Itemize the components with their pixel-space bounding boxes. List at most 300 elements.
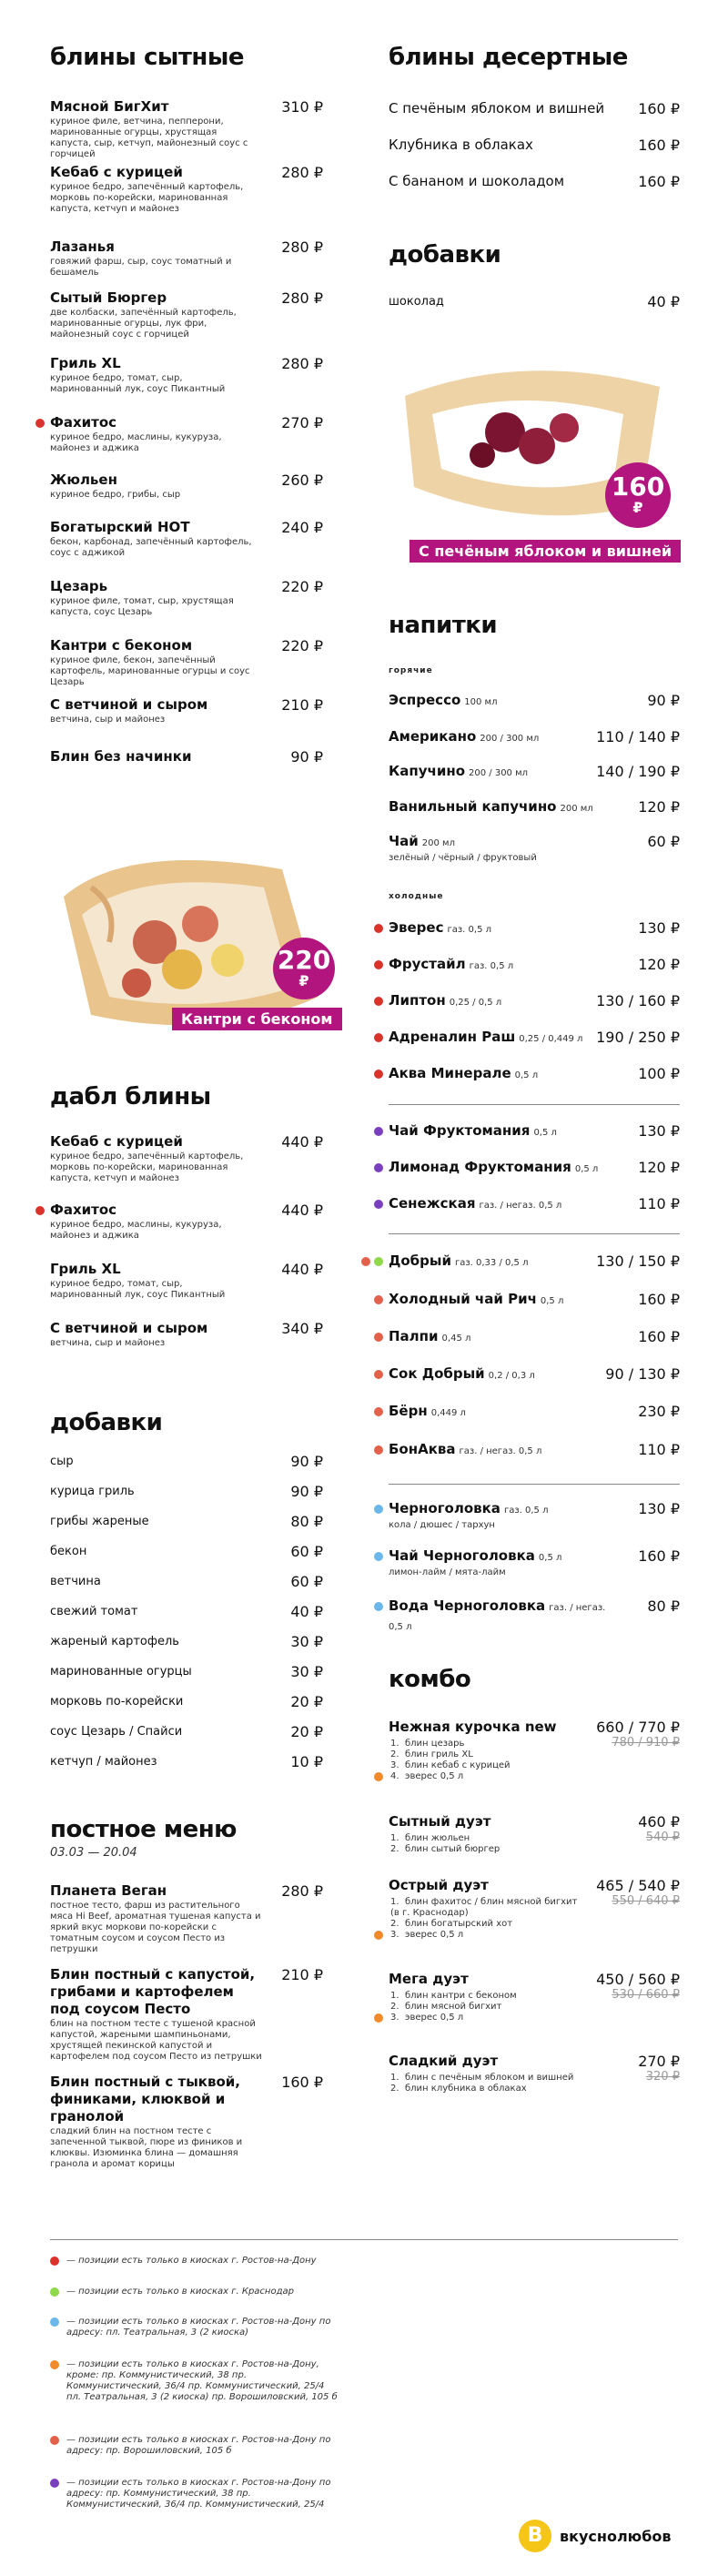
- item-description: куриное бедро, маслины, кукуруза, майонез и аджика: [50, 432, 222, 453]
- combo-line-number: 2.: [390, 1844, 399, 1854]
- item-price: 110 ₽: [638, 1195, 680, 1212]
- availability-dot-icon: [374, 1333, 383, 1342]
- combo-name: Острый дуэт: [389, 1877, 489, 1893]
- extra-item: [50, 1573, 323, 1590]
- item-name: [389, 1253, 607, 1272]
- availability-dot-icon: [374, 1257, 383, 1266]
- drink-item: [389, 1441, 680, 1460]
- item-description: куриное бедро, томат, сыр, маринованный лук, соус Пикантный: [50, 1279, 226, 1300]
- extra-price: 90 ₽: [290, 1483, 323, 1500]
- extra-name: шоколад: [389, 295, 444, 309]
- item-name-text: Кантри с беконом: [50, 637, 193, 654]
- extra-item: [50, 1483, 323, 1500]
- section-title-combo: комбо: [389, 1666, 471, 1693]
- combo-line-number: 2.: [390, 2002, 399, 2012]
- combo-line-number: 2.: [390, 1919, 399, 1929]
- promo-right-label: С печёным яблоком и вишней: [410, 540, 681, 563]
- combo-item: [389, 1971, 680, 2023]
- combo-line: [389, 1897, 589, 1919]
- item-name-text: С ветчиной и сыром: [50, 1320, 208, 1336]
- item-price: 210 ₽: [281, 696, 323, 714]
- item-price: 310 ₽: [281, 98, 323, 116]
- item-description: блин на постном тесте с тушеной красной капустой, жареными шампиньонами, хрустящей пекинской капустой и картофелем под соусом Песто из петрушки: [50, 2019, 262, 2062]
- combo-line-number: 1.: [390, 1833, 399, 1843]
- item-name: [389, 1365, 607, 1384]
- extra-name: жареный картофель: [50, 1635, 179, 1648]
- menu-item: [50, 238, 323, 279]
- drink-item: [389, 692, 680, 711]
- item-price: 440 ₽: [281, 1133, 323, 1151]
- item-volume: 200 мл: [560, 804, 593, 814]
- item-volume: 0,5 л: [574, 1164, 599, 1174]
- item-name-text: Адреналин Раш: [389, 1029, 516, 1045]
- availability-dot-icon: [374, 1407, 383, 1416]
- combo-line-number: 3.: [390, 2013, 399, 2023]
- item-name: [50, 1320, 268, 1337]
- availability-dot-icon: [35, 1206, 45, 1215]
- extra-item: [50, 1633, 323, 1650]
- menu-item: [50, 696, 323, 725]
- item-price: 120 ₽: [638, 798, 680, 816]
- legend-text: — позиции есть только в киосках г. Ростов-на-Дону, кроме: пр. Коммунистический, 38 пр. Коммунистический, 36/4 пр. Коммунистический, 25/4 пл. Театральная, 3 (2 киоска) пр. Ворошиловский, 105 б: [66, 2359, 338, 2402]
- drink-item: [389, 1065, 680, 1084]
- item-description: куриное бедро, маслины, кукуруза, майонез и аджика: [50, 1220, 222, 1241]
- combo-line-text: блин кантри с беконом: [405, 1991, 517, 2001]
- item-name: [50, 414, 268, 431]
- extra-name: курица гриль: [50, 1485, 135, 1498]
- combo-line: [389, 1760, 589, 1771]
- extra-name: соус Цезарь / Спайси: [50, 1725, 183, 1739]
- availability-dot-icon: [374, 997, 383, 1006]
- extra-price: 80 ₽: [290, 1513, 323, 1530]
- extra-price: 40 ₽: [647, 293, 680, 310]
- extra-price: 60 ₽: [290, 1543, 323, 1560]
- item-name-text: Богатырский HOT: [50, 519, 190, 535]
- combo-item: [389, 2053, 680, 2094]
- combo-line: [389, 1739, 589, 1749]
- item-name-text: Фрустайл: [389, 956, 466, 972]
- extra-price: 30 ₽: [290, 1633, 323, 1650]
- item-name-text: Цезарь: [50, 578, 108, 594]
- item-description: ветчина, сыр и майонез: [50, 1338, 166, 1348]
- combo-contents: [389, 1991, 680, 2023]
- availability-dot-icon: [374, 1552, 383, 1561]
- item-description: сладкий блин на постном тесте с запеченной тыквой, пюре из фиников и клюквы. Изюминка блина — домашняя гранола и аромат корицы: [50, 2126, 243, 2169]
- item-description: бекон, карбонад, запечённый картофель, соус с аджикой: [50, 537, 252, 558]
- item-description: куриное филе, бекон, запечённый картофель, маринованные огурцы и соус Цезарь: [50, 655, 250, 687]
- promo-left-price-badge: [273, 938, 335, 999]
- item-name: [389, 956, 607, 975]
- combo-line-text: блин сытый бюргер: [405, 1844, 501, 1854]
- item-name: [50, 637, 268, 654]
- extra-name: грибы жареные: [50, 1515, 149, 1528]
- combo-price: 460 ₽: [638, 1813, 680, 1831]
- item-name: [50, 1202, 268, 1219]
- item-price: 440 ₽: [281, 1202, 323, 1219]
- extra-name: сыр: [50, 1455, 74, 1468]
- item-name-text: Палпи: [389, 1328, 439, 1344]
- section-title-dessert: блины десертные: [389, 44, 628, 71]
- item-price: 100 ₽: [638, 1065, 680, 1082]
- drink-item: [389, 1500, 680, 1531]
- item-price: 110 ₽: [638, 1441, 680, 1458]
- combo-line: [389, 2013, 589, 2023]
- dessert-item: [389, 137, 680, 154]
- section-title-satiety: блины сытные: [50, 44, 245, 71]
- item-price: 160 ₽: [638, 1328, 680, 1345]
- item-volume: 100 мл: [464, 697, 498, 707]
- item-name-text: Блин постный с капустой, грибами и картофелем под соусом Песто: [50, 1966, 256, 2017]
- extra-item: [50, 1603, 323, 1620]
- item-name-text: Сытый Бюргер: [50, 289, 167, 306]
- brand-logo-letter: В: [527, 2524, 543, 2547]
- combo-line-number: 3.: [390, 1930, 399, 1940]
- dessert-item: [389, 100, 680, 117]
- item-name-text: Капучино: [389, 763, 466, 779]
- item-name: [50, 472, 268, 489]
- item-volume: 0,25 / 0,5 л: [449, 998, 502, 1008]
- extra-price: 30 ₽: [290, 1663, 323, 1680]
- item-name: [389, 1403, 607, 1422]
- drink-item: [389, 1365, 680, 1384]
- item-name-text: Черноголовка: [389, 1500, 501, 1516]
- item-price: 280 ₽: [281, 355, 323, 372]
- item-name-text: Бёрн: [389, 1403, 428, 1419]
- menu-item: [50, 637, 323, 688]
- extra-price: 40 ₽: [290, 1603, 323, 1620]
- menu-item: [50, 519, 323, 559]
- item-price: 280 ₽: [281, 164, 323, 181]
- combo-line: [389, 1844, 589, 1855]
- combo-line-text: блин гриль XL: [405, 1749, 473, 1760]
- item-volume: 200 мл: [421, 838, 455, 848]
- legend-dot-icon: [50, 2479, 59, 2488]
- item-name-text: Гриль XL: [50, 355, 121, 371]
- drink-item: [389, 833, 680, 864]
- drink-item: [389, 1328, 680, 1347]
- item-name-text: Чай Фруктомания: [389, 1122, 531, 1139]
- combo-line: [389, 1749, 589, 1760]
- item-price: 160 ₽: [638, 1547, 680, 1565]
- combo-price: 465 / 540 ₽: [596, 1877, 680, 1894]
- item-name: [389, 1547, 607, 1567]
- lent-item: [50, 1966, 323, 2063]
- combo-name: Сладкий дуэт: [389, 2053, 499, 2069]
- item-name: [389, 692, 607, 711]
- drinks-cold-subtitle: холодные: [389, 892, 444, 901]
- dessert-price: 160 ₽: [638, 173, 680, 190]
- item-description: говяжий фарш, сыр, соус томатный и бешамель: [50, 257, 232, 278]
- item-name: [50, 1966, 264, 2018]
- item-name: [389, 728, 607, 747]
- double-item: [50, 1320, 323, 1349]
- item-volume: 0,449 л: [430, 1408, 466, 1418]
- legend-dot-icon: [50, 2287, 59, 2297]
- combo-line-text: блин богатырский хот: [405, 1919, 513, 1929]
- item-volume: 0,5 л: [540, 1296, 564, 1306]
- item-price: 270 ₽: [281, 414, 323, 431]
- drink-item: [389, 1029, 680, 1048]
- item-name: [389, 1441, 607, 1460]
- item-description: две колбаски, запечённый картофель, маринованные огурцы, лук фри, майонезный соус с горчицей: [50, 308, 237, 340]
- item-name: [50, 1133, 268, 1151]
- item-name: [389, 1597, 607, 1636]
- menu-item: [50, 164, 323, 215]
- combo-name: Сытный дуэт: [389, 1813, 491, 1830]
- extra-price: 60 ₽: [290, 1573, 323, 1590]
- lent-item: [50, 1882, 323, 1955]
- item-price: 130 / 150 ₽: [596, 1253, 680, 1270]
- item-volume: газ. 0,33 / 0,5 л: [454, 1258, 529, 1268]
- combo-line: [389, 1833, 589, 1844]
- extra-item: [50, 1453, 323, 1470]
- dessert-name: Клубника в облаках: [389, 137, 533, 153]
- legend-dot-icon: [50, 2317, 59, 2327]
- combo-line-text: блин мясной бигхит: [405, 2002, 502, 2012]
- item-description: куриное филе, ветчина, пепперони, маринованные огурцы, хрустящая капуста, сыр, кетчуп, майонезный соус с горчицей: [50, 117, 248, 159]
- item-name: [50, 2074, 264, 2125]
- item-name: [389, 1159, 607, 1178]
- combo-item: [389, 1813, 680, 1855]
- combo-line-number: 1.: [390, 1991, 399, 2001]
- combo-line: [389, 1919, 589, 1930]
- item-price: 130 ₽: [638, 919, 680, 937]
- item-name: [50, 578, 268, 595]
- item-price: 280 ₽: [281, 289, 323, 307]
- availability-dot-icon: [374, 960, 383, 969]
- item-name: [50, 696, 268, 714]
- item-name-text: Фахитос: [50, 1202, 117, 1218]
- item-name-text: Лазанья: [50, 238, 115, 255]
- item-price: 210 ₽: [281, 1966, 323, 1983]
- combo-line-text: эверес 0,5 л: [405, 1930, 464, 1940]
- combo-line-text: блин фахитос / блин мясной бигхит (в г. Краснодар): [390, 1897, 578, 1918]
- legend-dot-icon: [50, 2436, 59, 2445]
- item-name-text: Мясной БигХит: [50, 98, 169, 115]
- item-name: [389, 1195, 607, 1214]
- combo-line-number: 1.: [390, 1739, 399, 1749]
- menu-item: [50, 289, 323, 340]
- combo-name: Мега дуэт: [389, 1971, 469, 1987]
- item-name: [50, 1882, 264, 1900]
- item-description: куриное бедро, грибы, сыр: [50, 490, 181, 500]
- item-name: [389, 798, 607, 817]
- item-name: [50, 289, 268, 307]
- item-price: 130 / 160 ₽: [596, 992, 680, 1009]
- combo-line-text: блин цезарь: [405, 1739, 465, 1749]
- item-name: [50, 98, 268, 116]
- item-description: лимон-лайм / мята-лайм: [389, 1567, 506, 1577]
- legend-text: — позиции есть только в киосках г. Ростов-на-Дону по адресу: пл. Театральная, 3 (2 киоска): [66, 2317, 331, 2338]
- item-volume: газ. 0,5 л: [469, 961, 514, 971]
- brand-name: вкуснолюбов: [560, 2528, 672, 2545]
- item-name-text: Кебаб с курицей: [50, 1133, 183, 1150]
- item-description: ветчина, сыр и майонез: [50, 715, 166, 725]
- item-name: [389, 919, 607, 938]
- item-price: 240 ₽: [281, 519, 323, 536]
- item-volume: 0,2 / 0,3 л: [488, 1371, 535, 1381]
- legend-dot-icon: [50, 2257, 59, 2266]
- item-name-text: Лимонад Фруктомания: [389, 1159, 571, 1175]
- item-price: 130 ₽: [638, 1122, 680, 1140]
- item-volume: газ. / негаз. 0,5 л: [459, 1446, 542, 1456]
- drink-item: [389, 1547, 680, 1578]
- item-name: [389, 833, 607, 852]
- item-name: [389, 1029, 607, 1048]
- extra-price: 20 ₽: [290, 1693, 323, 1710]
- item-volume: газ. / негаз. 0,5 л: [389, 1603, 606, 1632]
- combo-line-number: 2.: [390, 2084, 399, 2094]
- drink-item: [389, 992, 680, 1011]
- item-name-text: Аква Минерале: [389, 1065, 511, 1081]
- availability-dot-icon: [374, 1070, 383, 1079]
- dessert-name: С бананом и шоколадом: [389, 173, 565, 189]
- availability-dot-icon: [374, 1200, 383, 1209]
- legend-text: — позиции есть только в киосках г. Краснодар: [66, 2287, 294, 2297]
- item-price: 90 ₽: [290, 748, 323, 766]
- section-title-lent: постное меню: [50, 1816, 237, 1843]
- extra-item: [50, 1753, 323, 1770]
- extra-item: [50, 1663, 323, 1680]
- menu-item: [50, 98, 323, 160]
- item-price: 220 ₽: [281, 578, 323, 595]
- combo-old-price: 780 / 910 ₽: [612, 1736, 680, 1749]
- item-name: [50, 519, 268, 536]
- combo-line-number: 4.: [390, 1771, 399, 1781]
- dessert-name: С печёным яблоком и вишней: [389, 100, 605, 117]
- item-name-text: Кебаб с курицей: [50, 164, 183, 180]
- combo-line: [389, 1991, 589, 2002]
- combo-item: [389, 1719, 680, 1782]
- item-description: куриное филе, томат, сыр, хрустящая капуста, соус Цезарь: [50, 596, 234, 617]
- dessert-price: 160 ₽: [638, 100, 680, 117]
- combo-line-text: эверес 0,5 л: [405, 2013, 464, 2023]
- extra-item: [50, 1723, 323, 1740]
- lent-item: [50, 2074, 323, 2170]
- item-description: куриное бедро, запечённый картофель, морковь по-корейски, маринованная капуста, кетчуп и майонез: [50, 1151, 244, 1183]
- extra-price: 90 ₽: [290, 1453, 323, 1470]
- combo-contents: [389, 1833, 680, 1855]
- combo-line: [389, 2002, 589, 2013]
- menu-item: [50, 578, 323, 618]
- menu-item: [50, 414, 323, 454]
- item-price: 440 ₽: [281, 1261, 323, 1278]
- availability-dot-icon: [374, 1931, 383, 1940]
- drinks-hot-subtitle: горячие: [389, 666, 433, 675]
- divider: [389, 1233, 680, 1234]
- item-price: 280 ₽: [281, 238, 323, 256]
- extra-name: свежий томат: [50, 1605, 138, 1618]
- drink-item: [389, 1122, 680, 1141]
- item-volume: 0,5 л: [514, 1070, 539, 1080]
- section-title-extras-left: добавки: [50, 1409, 163, 1436]
- item-name: [50, 355, 268, 372]
- brand-logo-icon: [519, 2520, 551, 2552]
- legend-dot-icon: [50, 2360, 59, 2369]
- item-volume: 0,5 л: [538, 1553, 562, 1563]
- item-name-text: Сок Добрый: [389, 1365, 485, 1382]
- drink-item: [389, 956, 680, 975]
- item-name-text: Американо: [389, 728, 477, 745]
- extra-name: морковь по-корейски: [50, 1695, 184, 1709]
- item-volume: газ. 0,5 л: [503, 1506, 549, 1516]
- availability-dot-icon: [374, 1163, 383, 1172]
- item-price: 160 ₽: [638, 1291, 680, 1308]
- lent-dates: 03.03 — 20.04: [50, 1846, 137, 1860]
- item-name: [50, 238, 268, 256]
- item-description: куриное бедро, томат, сыр, маринованный лук, соус Пикантный: [50, 373, 226, 394]
- item-price: 120 ₽: [638, 1159, 680, 1176]
- availability-dot-icon: [374, 1370, 383, 1379]
- item-price: 160 ₽: [281, 2074, 323, 2091]
- combo-line: [389, 1930, 589, 1941]
- item-name-text: Блин постный с тыквой, финиками, клюквой и гранолой: [50, 2074, 240, 2125]
- legend-text: — позиции есть только в киосках г. Ростов-на-Дону: [66, 2256, 317, 2266]
- item-volume: 200 / 300 мл: [480, 734, 540, 744]
- item-name-text: С ветчиной и сыром: [50, 696, 208, 713]
- drink-item: [389, 1159, 680, 1178]
- item-price: 230 ₽: [638, 1403, 680, 1420]
- combo-line-number: 1.: [390, 1897, 399, 1907]
- combo-line-number: 1.: [390, 2073, 399, 2083]
- dessert-item: [389, 173, 680, 190]
- item-price: 130 ₽: [638, 1500, 680, 1517]
- item-name-text: Ванильный капучино: [389, 798, 557, 815]
- item-name-text: Эспрессо: [389, 692, 461, 708]
- item-description: кола / дюшес / тархун: [389, 1520, 495, 1530]
- item-volume: газ. 0,5 л: [447, 925, 492, 935]
- combo-line: [389, 1771, 589, 1782]
- extra-item: [50, 1693, 323, 1710]
- combo-line-number: 3.: [390, 1760, 399, 1770]
- availability-dot-icon: [374, 2013, 383, 2023]
- combo-price: 450 / 560 ₽: [596, 1971, 680, 1988]
- item-price: 90 ₽: [647, 692, 680, 709]
- combo-line-text: блин с печёным яблоком и вишней: [405, 2073, 574, 2083]
- item-name: [389, 992, 607, 1011]
- availability-dot-icon: [374, 1295, 383, 1304]
- availability-dot-icon: [35, 419, 45, 428]
- combo-price: 270 ₽: [638, 2053, 680, 2070]
- item-price: 120 ₽: [638, 956, 680, 973]
- combo-old-price: 530 / 660 ₽: [612, 1988, 680, 2002]
- item-name-text: Холодный чай Рич: [389, 1291, 537, 1307]
- availability-dot-icon: [374, 1033, 383, 1042]
- section-title-double: дабл блины: [50, 1083, 211, 1111]
- item-name: [389, 1500, 607, 1519]
- item-name-text: Гриль XL: [50, 1261, 121, 1277]
- item-price: 110 / 140 ₽: [596, 728, 680, 745]
- drink-item: [389, 1597, 680, 1636]
- drink-item: [389, 1291, 680, 1310]
- availability-dot-icon: [361, 1257, 370, 1266]
- combo-contents: [389, 1739, 680, 1782]
- item-price: 60 ₽: [647, 833, 680, 850]
- item-name-text: Планета Веган: [50, 1882, 167, 1899]
- combo-old-price: 320 ₽: [645, 2070, 680, 2084]
- dessert-price: 160 ₽: [638, 137, 680, 154]
- combo-old-price: 540 ₽: [645, 1831, 680, 1844]
- combo-price: 660 / 770 ₽: [596, 1719, 680, 1736]
- extra-name: маринованные огурцы: [50, 1665, 192, 1678]
- item-name-text: Эверес: [389, 919, 444, 936]
- availability-dot-icon: [374, 1445, 383, 1455]
- combo-contents: [389, 2073, 680, 2094]
- extra-name: бекон: [50, 1545, 87, 1558]
- section-title-drinks: напитки: [389, 612, 498, 639]
- combo-old-price: 550 / 640 ₽: [612, 1894, 680, 1908]
- promo-right-currency: ₽: [632, 499, 643, 516]
